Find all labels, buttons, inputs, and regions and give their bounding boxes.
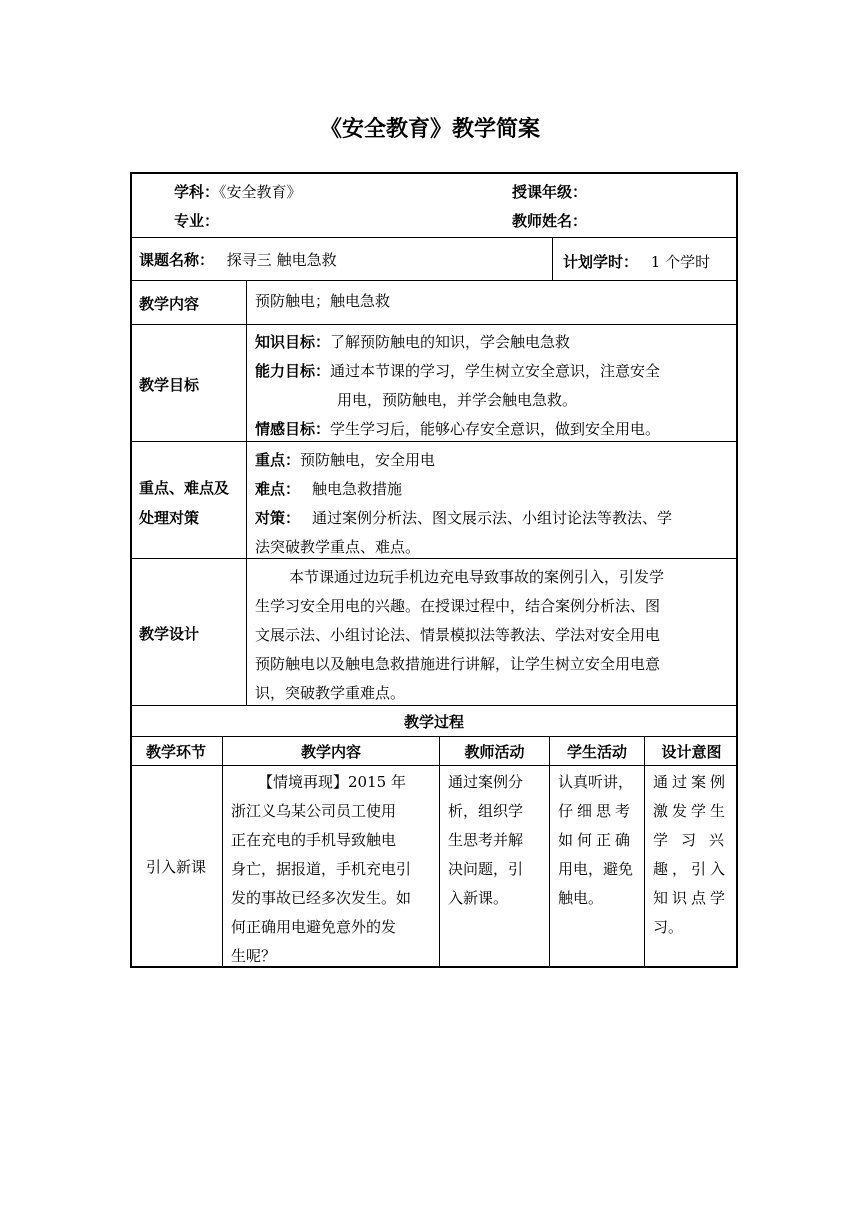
ability-goal-label: 能力目标： <box>255 362 331 380</box>
teacher-activity-line: 入新课。 <box>448 889 509 907</box>
stage-cell: 引入新课 <box>145 858 206 876</box>
column-header-stage: 教学环节 <box>145 742 206 761</box>
teacher-activity-line: 通过案例分 <box>448 773 524 791</box>
topic-value: 探寻三 触电急救 <box>226 251 337 269</box>
emotion-goal-label: 情感目标： <box>255 420 331 438</box>
knowledge-goal-value: 了解预防触电的知识，学会触电急救 <box>330 333 571 351</box>
design-line: 预防触电以及触电急救措施进行讲解，让学生树立安全用电意 <box>255 655 661 673</box>
column-divider <box>549 736 550 967</box>
intent-line: 趣，引入 <box>653 860 730 878</box>
ability-goal <box>255 356 660 386</box>
teacher-activity-line: 析，组织学 <box>448 802 524 820</box>
strategy-label: 对策： <box>255 509 301 527</box>
column-divider <box>552 237 553 280</box>
design-line: 本节课通过边玩手机边充电导致事故的案例引入，引发学 <box>289 568 665 586</box>
key-points-label: 重点、难点及 <box>139 479 230 497</box>
goals-label: 教学目标 <box>139 376 200 394</box>
column-divider <box>222 736 223 967</box>
strategy-continued: 法突破教学重点、难点。 <box>255 538 421 556</box>
content-label: 教学内容 <box>139 295 200 313</box>
content-line: 发的事故已经多次发生。如 <box>231 889 412 907</box>
column-header-intent: 设计意图 <box>661 742 722 761</box>
intent-line: 学习兴 <box>653 831 738 849</box>
major-label: 专业： <box>174 212 220 230</box>
knowledge-goal <box>255 327 570 357</box>
row-divider <box>130 324 738 325</box>
content-line: 生呢？ <box>231 947 277 965</box>
subject-field <box>174 177 302 207</box>
design-line: 生学习安全用电的兴趣。在授课过程中，结合案例分析法、图 <box>255 597 661 615</box>
row-divider <box>130 280 738 281</box>
knowledge-goal-label: 知识目标： <box>255 333 331 351</box>
subject-label: 学科： <box>174 183 220 201</box>
column-divider <box>644 736 645 967</box>
student-activity-line: 如何正确 <box>558 831 635 849</box>
student-activity-line: 认真听讲， <box>558 773 634 791</box>
topic-field <box>139 245 337 275</box>
key-points-label-continued: 处理对策 <box>139 509 200 527</box>
subject-value: 《安全教育》 <box>219 183 302 201</box>
topic-label: 课题名称： <box>139 251 215 269</box>
emotion-goal <box>255 414 660 444</box>
hours-field <box>563 247 710 277</box>
intent-line: 激发学生 <box>653 802 730 820</box>
content-line: 正在充电的手机导致触电 <box>231 831 397 849</box>
grade-label: 授课年级： <box>512 183 588 201</box>
ability-goal-value: 通过本节课的学习，学生树立安全意识，注意安全 <box>330 362 661 380</box>
content-line: 何正确用电避免意外的发 <box>231 918 397 936</box>
intent-line: 知识点学 <box>653 889 730 907</box>
key-point-label: 重点： <box>255 451 301 469</box>
content-value: 预防触电；触电急救 <box>255 292 391 310</box>
row-divider <box>130 558 738 559</box>
column-divider <box>246 280 247 705</box>
design-line: 识，突破教学重难点。 <box>255 684 406 702</box>
student-activity-line: 仔细思考 <box>558 802 635 820</box>
strategy-value: 通过案例分析法、图文展示法、小组讨论法等教法、学 <box>312 509 673 527</box>
document-title: 《安全教育》教学简案 <box>319 117 540 142</box>
column-divider <box>439 736 440 967</box>
difficult-point-value: 触电急救措施 <box>312 480 403 498</box>
content-line: 身亡，据报道，手机充电引 <box>231 860 412 878</box>
content-line: 【情境再现】2015 年 <box>258 773 406 791</box>
student-activity-line: 用电，避免 <box>558 860 634 878</box>
strategy <box>255 503 672 533</box>
row-divider <box>130 237 738 238</box>
teacher-name-label: 教师姓名： <box>512 212 588 230</box>
ability-goal-continued: 用电，预防触电，并学会触电急救。 <box>337 391 578 409</box>
key-point-value: 预防触电，安全用电 <box>300 451 436 469</box>
column-header-student: 学生活动 <box>566 742 627 761</box>
design-line: 文展示法、小组讨论法、情景模拟法等教法、学法对安全用电 <box>255 626 661 644</box>
emotion-goal-value: 学生学习后，能够心存安全意识，做到安全用电。 <box>330 420 661 438</box>
column-header-teacher: 教师活动 <box>464 742 525 761</box>
hours-label: 计划学时： <box>563 253 639 271</box>
teacher-activity-line: 生思考并解 <box>448 831 524 849</box>
content-line: 浙江义乌某公司员工使用 <box>231 802 397 820</box>
teacher-activity-line: 决问题，引 <box>448 860 524 878</box>
column-header-content: 教学内容 <box>300 742 361 761</box>
hours-value: 1 个学时 <box>650 253 711 271</box>
intent-line: 通过案例 <box>653 773 730 791</box>
difficult-point <box>255 474 402 504</box>
student-activity-line: 触电。 <box>558 889 604 907</box>
key-point <box>255 445 435 475</box>
difficult-point-label: 难点： <box>255 480 301 498</box>
design-label: 教学设计 <box>139 625 200 643</box>
process-title: 教学过程 <box>403 712 464 731</box>
intent-line: 习。 <box>653 918 684 936</box>
